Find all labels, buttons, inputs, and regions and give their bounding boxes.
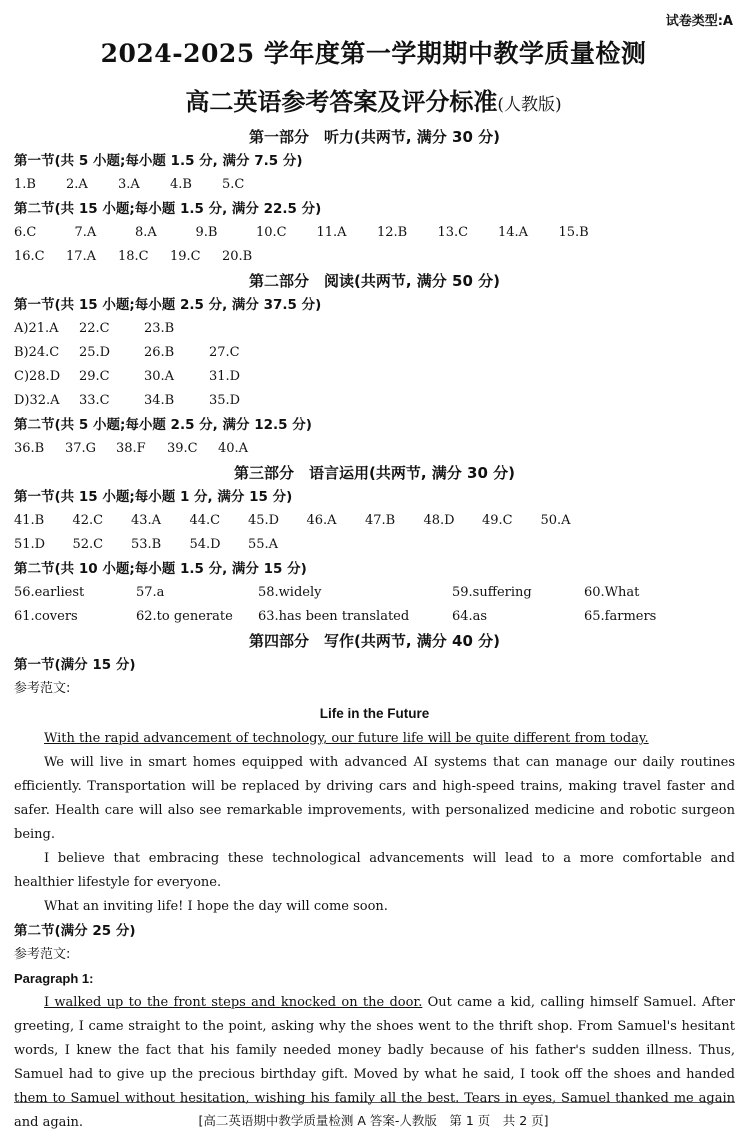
answer-item: 7.A [74,225,97,240]
part3-title: 第三部分 语言运用(共两节, 满分 30 分) [234,464,515,482]
answer-item: 43.A [131,513,162,528]
answer-row [14,245,735,269]
answer-item: 38.F [116,441,146,456]
answer-item: 46.A [306,513,337,528]
answer-item: 35.D [209,393,241,408]
answer-item: 36.B [14,441,45,456]
answer-row [14,605,735,629]
answer-item: 1.B [14,177,36,192]
part3-sec2-title: 第二节(共 10 小题;每小题 1.5 分, 满分 15 分) [14,561,307,577]
answer-item: 4.B [170,177,192,192]
answer-item: 10.C [256,225,287,240]
part2-sec1-title: 第一节(共 15 小题;每小题 2.5 分, 满分 37.5 分) [14,297,322,313]
part3-sec1-title: 第一节(共 15 小题;每小题 1 分, 满分 15 分) [14,489,293,505]
answer-item: 33.C [79,393,110,408]
part1-sec1-title: 第一节(共 5 小题;每小题 1.5 分, 满分 7.5 分) [14,153,303,169]
answer-row [14,221,735,245]
answer-item: 55.A [248,537,279,552]
page-footer: [高二英语期中教学质量检测 A 答案-人教版 第 1 页 共 2 页] [198,1113,549,1128]
answer-item: 31.D [209,369,241,384]
answer-item: 19.C [170,249,201,264]
essay-paragraph: What an inviting life! I hope the day will come soon. [44,899,388,914]
answer-item: 42.C [72,513,104,528]
part1-title: 第一部分 听力(共两节, 满分 30 分) [249,128,500,146]
answer-item: 62.to generate [136,609,233,624]
continuation-text: Out came a kid, calling himself Samuel. After greeting, I came straight to the point, asking why the shoes went to the thrift shop. From Samuel's hesitant words, I knew the fact that his family needed money badly because of his father's sudden illness. Thus, Samuel had to give up the precious birthday gift. Moved by what he said, I took off the shoes and handed them to Samuel without hesitation, wishing his family all the best. Tears in eyes, Samuel thanked me again and again. [14,995,735,1130]
answer-item: 65.farmers [584,609,657,624]
essay-paragraph: We will live in smart homes equipped with advanced AI systems that can manage our daily routines efficiently. Transportation will be replaced by driving cars and high-speed trains, making travel faster and safer. Health care will also see remarkable improvements, with personalized medicine and robotic surgeon being. [14,755,735,842]
answer-item: 41.B [14,513,45,528]
answer-row [14,317,735,341]
answer-item: 3.A [118,177,140,192]
answer-row [14,581,735,605]
answer-item: 45.D [248,513,280,528]
answer-row [14,509,735,533]
answer-item: 44.C [189,513,221,528]
answer-item: 61.covers [14,609,78,624]
part1-sec2-title: 第二节(共 15 小题;每小题 1.5 分, 满分 22.5 分) [14,201,322,217]
answer-item: 8.A [135,225,157,240]
answer-item: 20.B [222,249,253,264]
answer-item: 53.B [131,537,162,552]
footer-divider [14,1102,735,1103]
answer-item: 39.C [167,441,198,456]
answer-item: A)21.A [14,321,59,336]
answer-item: 47.B [365,513,396,528]
continuation-opening-sentence: I walked up to the front steps and knocked on the door. [44,995,423,1010]
answer-item: B)24.C [14,345,60,360]
part4-sec2-title: 第二节(满分 25 分) [14,923,136,939]
answer-item: 29.C [79,369,110,384]
answer-item: 14.A [498,225,529,240]
answer-item: 12.B [377,225,408,240]
answer-item: 63.has been translated [258,609,410,624]
answer-item: 40.A [218,441,249,456]
answer-item: 64.as [452,609,488,624]
answer-item: 26.B [144,345,175,360]
answer-item: 13.C [437,225,469,240]
answer-item: 9.B [195,225,218,240]
part2-title: 第二部分 阅读(共两节, 满分 50 分) [249,272,500,290]
answer-item: 16.C [14,249,45,264]
paper-type: 试卷类型:A [665,14,733,29]
part4-title: 第四部分 写作(共两节, 满分 40 分) [249,632,500,650]
answer-item: 49.C [482,513,513,528]
answer-item: 25.D [79,345,111,360]
answer-row [14,533,735,557]
answer-item: 60.What [584,585,640,600]
sub-title-edition: (人教版) [497,95,562,115]
answer-item: 34.B [144,393,175,408]
answer-row [14,389,735,413]
answer-row [14,341,735,365]
essay-opening-sentence: With the rapid advancement of technology, our future life will be quite different from today. [44,731,649,746]
part4-sec1-title: 第一节(满分 15 分) [14,657,136,673]
answer-content [14,125,735,1135]
essay-paragraph: I believe that embracing these technological advancements will lead to a more comfortable and healthier lifestyle for everyone. [14,851,735,890]
answer-item: 37.G [65,441,97,456]
answer-row [14,437,735,461]
answer-item: 5.C [222,177,245,192]
sample-label: 参考范文: [14,681,71,696]
sub-title [0,82,747,117]
main-title: 2024-2025 学年度第一学期期中教学质量检测 [100,39,647,68]
answer-item: D)32.A [14,393,60,408]
answer-row [14,173,735,197]
answer-item: 23.B [144,321,175,336]
answer-row [14,365,735,389]
answer-item: 56.earliest [14,585,85,600]
part2-sec2-title: 第二节(共 5 小题;每小题 2.5 分, 满分 12.5 分) [14,417,312,433]
answer-item: 48.D [423,513,455,528]
sub-title-text: 高二英语参考答案及评分标准 [185,88,498,116]
answer-item: 52.C [72,537,104,552]
answer-item: 54.D [189,537,221,552]
answer-item: 17.A [66,249,97,264]
essay-title: Life in the Future [319,706,430,721]
essay-paragraph [14,727,735,751]
answer-item: 11.A [316,225,347,240]
answer-item: C)28.D [14,369,61,384]
paragraph-label: Paragraph 1: [14,971,94,986]
answer-item: 6.C [14,225,37,240]
answer-item: 15.B [558,225,589,240]
answer-item: 27.C [209,345,240,360]
answer-item: 50.A [540,513,571,528]
answer-item: 2.A [66,177,88,192]
answer-item: 57.a [136,585,165,600]
answer-item: 58.widely [258,585,322,600]
answer-item: 18.C [118,249,149,264]
sample-label: 参考范文: [14,947,71,962]
answer-item: 22.C [79,321,110,336]
answer-item: 51.D [14,537,46,552]
answer-item: 59.suffering [452,585,532,600]
answer-item: 30.A [144,369,175,384]
